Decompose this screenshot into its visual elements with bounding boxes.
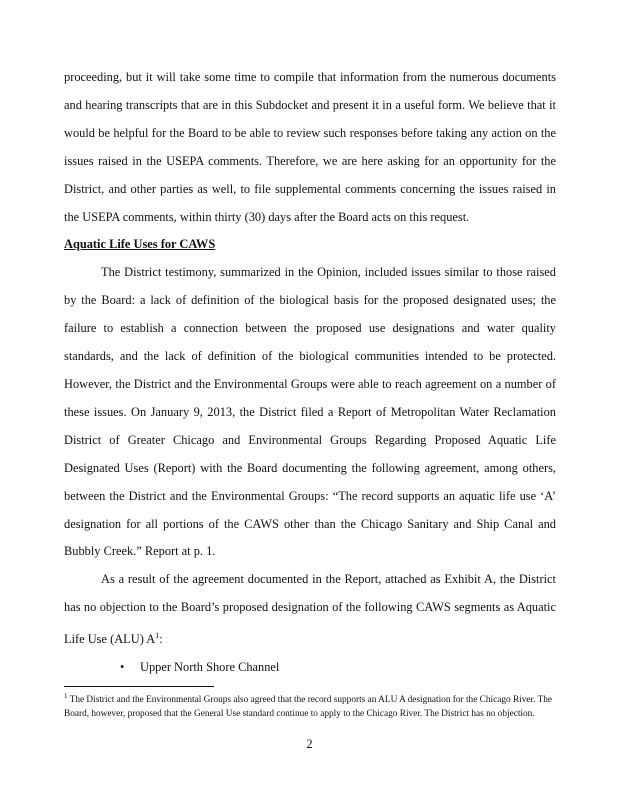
list-item	[64, 654, 556, 682]
footnote-marker: 1	[64, 692, 68, 700]
bullet-icon: •	[120, 660, 125, 675]
paragraph-agreement-result	[64, 566, 556, 654]
section-heading: Aquatic Life Uses for CAWS	[64, 237, 216, 252]
page-number: 2	[306, 737, 313, 751]
paragraph-agreement-suffix: :	[159, 632, 163, 647]
paragraph-district-testimony: The District testimony, summarized in the Opinion, included issues similar to those raised by the Board: a lack of definition of the biological basis for the proposed designated uses; the failure to establish a connection between the proposed use designations and water quality standards, and the lack of definition of the biological communities intended to be protected. However, the District and the Environmental Groups were able to reach agreement on a number of these issues. On January 9, 2013, the District filed a Report of Metropolitan Water Reclamation District of Greater Chicago and Environmental Groups Regarding Proposed Aquatic Life Designated Uses (Report) with the Board documenting the following agreement, among others, between the District and the Environmental Groups: “The record supports an aquatic life use ‘A’ designation for all portions of the CAWS other than the Chicago Sanitary and Ship Canal and Bubbly Creek.” Report at p. 1.	[64, 265, 556, 559]
footnote-reference[interactable]: 1	[155, 631, 160, 641]
footnote-text: The District and the Environmental Groups also agreed that the record supports an ALU A designation for the Chicago River. The Board, however, proposed that the General Use standard continue to apply to the Chicago River. The District has no objection.	[64, 695, 553, 719]
body-text	[64, 64, 556, 682]
footnote-divider	[64, 686, 214, 687]
footnote	[64, 690, 556, 721]
list-item-text: Upper North Shore Channel	[140, 660, 280, 675]
paragraph-agreement-text: As a result of the agreement documented in the Report, attached as Exhibit A, the District has no objection to the Board’s proposed designation of the following CAWS segments as Aquatic Life Use (ALU) A	[64, 572, 556, 647]
paragraph-continuation: proceeding, but it will take some time to compile that information from the numerous documents and hearing transcripts that are in this Subdocket and present it in a useful form. We believe that it would be helpful for the Board to be able to review such responses before taking any action on the issues raised in the USEPA comments. Therefore, we are here asking for an opportunity for the District, and other parties as well, to file supplemental comments concerning the issues raised in the USEPA comments, within thirty (30) days after the Board acts on this request.	[64, 70, 556, 224]
segment-list	[64, 654, 556, 682]
